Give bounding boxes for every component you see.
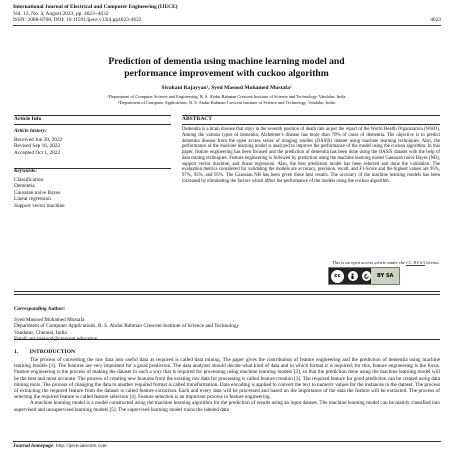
corresponding-dept: Department of Computer Applications, B. S. Abdur Rahman Crescent Institute of Science and Technology: [14, 323, 240, 329]
license-link[interactable]: CC BY-SA: [406, 260, 425, 265]
intro-body: [14, 357, 440, 413]
affiliations: [30, 94, 423, 105]
keyword: Classification: [14, 176, 44, 183]
journal-footer: [13, 441, 441, 449]
abstract-head-rule: [182, 124, 440, 125]
cc-by-sa-label: BY SA: [371, 268, 399, 284]
homepage-url[interactable]: : http://ijece.iaescore.com: [53, 443, 107, 449]
sa-glyph: [363, 273, 370, 280]
person-glyph: [349, 273, 356, 280]
license-prefix: This is an open access article under the: [332, 260, 407, 265]
accepted-date: Accepted Oct 1, 2022: [14, 149, 61, 156]
affiliation-1: ¹Department of Computer Science and Engineering, B. S. Abdur Rahman Crescent Institute of Science and Technology, Vandalur, India: [107, 94, 346, 99]
journal-issn: ISSN: 2088-8708, DOI: 10.11591/ijece.v13i4.pp4623-4632: [13, 17, 142, 24]
corresponding-label: Corresponding Author:: [14, 306, 66, 312]
cc-logo-icon: cc: [331, 270, 344, 283]
keywords-label: Keywords:: [14, 168, 37, 174]
corr-top-rule: [14, 294, 440, 295]
share-alike-icon: [362, 271, 372, 281]
intro-heading: 1. INTRODUCTION: [14, 349, 76, 355]
homepage-label: Journal homepage: [13, 443, 54, 449]
header-divider: [13, 25, 441, 26]
license-note: [182, 260, 440, 265]
history-label: Article history:: [14, 128, 47, 134]
license-suffix: license.: [424, 260, 440, 265]
journal-volume: Vol. 13, No. 4, August 2023, pp. 4623~4632: [13, 10, 109, 17]
revised-date: Revised Sep 16, 2022: [14, 143, 61, 149]
cc-license-badge[interactable]: [328, 267, 400, 285]
article-info: [14, 128, 171, 209]
corresponding-name: Syed Masood Mohamed Mustafa: [14, 316, 85, 323]
title-line: Prediction of dementia using machine learning model and: [108, 56, 345, 67]
affiliation-2: ²Department of Computer Applications, B. S. Abdur Rahman Crescent Institute of Science and Technology, Vandalur, India: [118, 99, 335, 105]
info-bottom-rule: [14, 291, 440, 292]
corresponding-city: Vandalur, Chennai, India: [14, 329, 67, 336]
journal-header: [13, 4, 441, 26]
journal-name: International Journal of Electrical and Computer Engineering (IJECE): [13, 4, 178, 10]
intro-paragraph-2: A machine learning model is a model constructed using the machine learning algorithm for the prediction of results using an input dataset. The machine learning model can be mainly classified into supervised and unsupervised learning models [5]. The supervised learning model trains the labeled data: [14, 400, 440, 413]
keyword: Linear regression: [14, 196, 51, 202]
keyword: Support vector machine: [14, 202, 65, 209]
keyword: Gaussian naïve Bayes: [14, 189, 61, 196]
by-person-icon: [348, 271, 358, 281]
received-date: Received Jun 30, 2022: [14, 136, 63, 143]
info-head-rule: [14, 124, 171, 125]
article-info-heading: Article Info: [14, 116, 42, 122]
keyword: Dementia: [14, 183, 35, 189]
paper-title: [30, 56, 423, 79]
page-number: 4623: [430, 17, 441, 24]
corresponding-email: Email: ms.masood@crescent.education: [14, 336, 98, 342]
corresponding-author: [14, 306, 442, 343]
abstract-heading: ABSTRACT: [182, 116, 212, 122]
author-list: Sivakani Rajayyan¹, Syed Masood Mohamed Mustafa²: [161, 85, 292, 91]
intro-paragraph-1: The process of converting the raw data into useful data as required is called data mining. The paper gives the contribution of feature engineering and the prediction of dementia using machine learning models [1]. The features are very important for a good prediction. The data analyzer should decide what kind of data and in which format it is required; for this, feature engineering is the focus. Feature engineering is the process of making the dataset in such a way that is required for processing using machine learning models [2], so that the prediction done using the machine learning model will be the best and most accurate. The process of creating new features from the existing raw data for processing is called feature creation [3]. The required feature for good prediction can be created using data mining tools. The process of changing the data to another required format is called transformation. Data encoding is applied to convert the text to numeric values for the instances in the dataset. The process of extracting the required feature from the dataset is called feature extraction. Each and every data will be processed and based on the importance of the data the feature will be extracted. The process of selecting the required feature is called feature selection [4]. Feature selection is an important process in feature engineering.: [14, 357, 440, 401]
title-line: performance improvement with cuckoo algorithm: [124, 67, 329, 79]
abstract-text: Dementia is a brain disease that stays in the seventh position of death rate as per the report of the World Health Organization (WHO). Among the various types of dementia, Alzheimer's disease has more than 70% of cases of dementia. The objective is to predict dementia disease from the open access series of imaging studies (OASIS) dataset using machine learning techniques. Also, the performance of the machine learning model is analyzed to improve the performance of the model using the cuckoo algorithm. In this paper, feature engineering has been focused and the prediction of dementia has been done using the OASIS dataset with the help of data mining techniques. Feature engineering is followed by prediction using the machine learning model Gaussian naïve Bayes (NB), support vector machine, and linear regression. Also, the best prediction model has been selected and done the validation. The evaluation metrics considered for validating the models are accuracy, precision, recall, and F1-Score and the highest values are 95%, 97%, 95%, and 95%. The Gaussian NB has been given these best results. The accuracy of the machine learning models has been increased by eliminating the factors which affect the performance of the models using the cuckoo algorithm.: [182, 127, 440, 184]
